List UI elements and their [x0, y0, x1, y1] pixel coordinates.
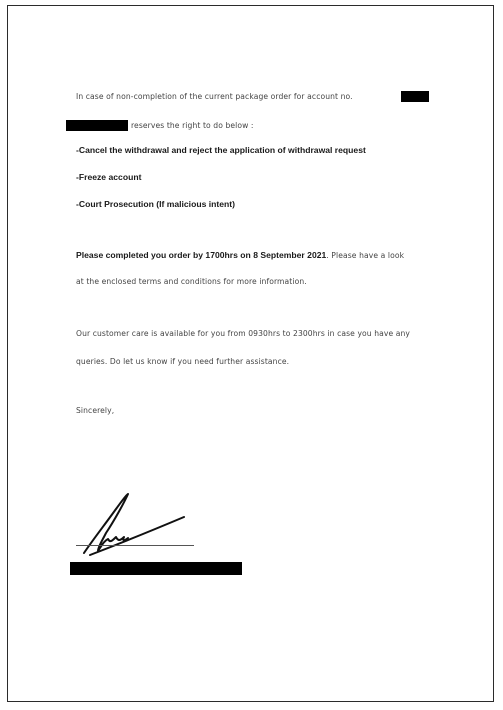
deadline-bold-text: Please completed you order by 1700hrs on 8 September 2021: [76, 250, 327, 260]
signature-line: [76, 545, 194, 546]
redacted-account-number: [401, 91, 429, 102]
closing-sincerely: Sincerely,: [76, 406, 115, 415]
action-cancel-withdrawal: -Cancel the withdrawal and reject the application of withdrawal request: [76, 145, 366, 155]
intro-line: In case of non-completion of the current package order for account no.: [76, 92, 353, 101]
rights-line: reserves the right to do below :: [131, 121, 254, 130]
customer-care-line-1: Our customer care is available for you from 0930hrs to 2300hrs in case you have any: [76, 329, 411, 338]
handwritten-signature: [76, 493, 196, 557]
action-court-prosecution: -Court Prosecution (If malicious intent): [76, 199, 235, 209]
redacted-company-name: [66, 120, 128, 131]
redacted-signatory-name: [70, 562, 242, 575]
action-freeze-account: -Freeze account: [76, 172, 142, 182]
deadline-line: [76, 250, 404, 260]
customer-care-line-2: queries. Do let us know if you need further assistance.: [76, 357, 290, 366]
deadline-rest-text: . Please have a look: [326, 251, 405, 260]
letter-page: [7, 5, 494, 702]
terms-line: at the enclosed terms and conditions for more information.: [76, 277, 307, 286]
